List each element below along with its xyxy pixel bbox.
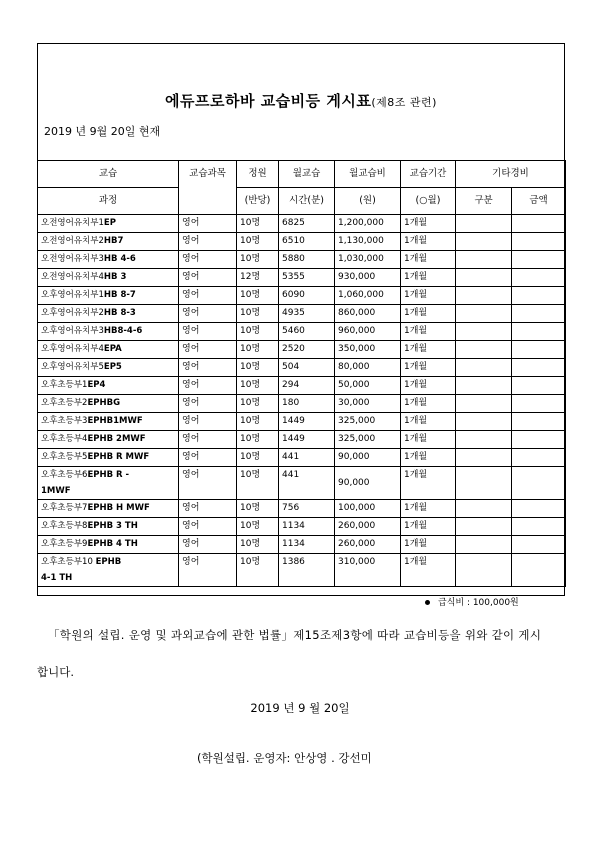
other-type [456,269,512,287]
course-fee: 1,060,000 [335,287,401,305]
course-subject: 영어 [179,233,237,251]
course-capacity: 10명 [237,467,279,500]
course-hours: 1386 [279,554,335,587]
current-date: 2019 년 9월 20일 현재 [44,125,161,138]
course-fee: 100,000 [335,500,401,518]
course-fee: 260,000 [335,536,401,554]
fee-table-body [38,215,566,587]
notice-paragraph: 「학원의 설립. 운영 및 과외교습에 관한 법률」제15조제3항에 따라 교습비등을 위와 같이 게시 [48,628,542,642]
course-period: 1개월 [401,269,456,287]
other-amount [512,377,566,395]
course-fee: 1,130,000 [335,233,401,251]
course-period: 1개월 [401,215,456,233]
other-amount [512,287,566,305]
course-subject: 영어 [179,377,237,395]
course-period: 1개월 [401,467,456,500]
course-hours: 1134 [279,518,335,536]
course-fee: 90,000 [335,449,401,467]
table-row [38,413,566,431]
course-capacity: 10명 [237,536,279,554]
course-capacity: 10명 [237,359,279,377]
course-name: 오후초등부2EPHBG [38,395,179,413]
course-subject: 영어 [179,305,237,323]
notice-paragraph-end: 합니다. [37,665,74,679]
course-capacity: 12명 [237,269,279,287]
other-type [456,377,512,395]
course-capacity: 10명 [237,431,279,449]
signature: (학원설립. 운영자: 안상영 . 강선미 [197,751,372,765]
table-row [38,359,566,377]
course-fee: 310,000 [335,554,401,587]
course-hours: 5460 [279,323,335,341]
course-capacity: 10명 [237,518,279,536]
course-name: 오후초등부3EPHB1MWF [38,413,179,431]
course-hours: 294 [279,377,335,395]
meal-fee-note: 급식비 : 100,000원 [425,595,519,608]
course-capacity: 10명 [237,413,279,431]
course-name: 오전영어유치부2HB7 [38,233,179,251]
header-course: 교습 [38,161,179,188]
other-amount [512,341,566,359]
table-row [38,233,566,251]
other-type [456,554,512,587]
course-fee: 1,200,000 [335,215,401,233]
course-capacity: 10명 [237,395,279,413]
course-name: 오후초등부5EPHB R MWF [38,449,179,467]
fee-table [37,160,566,587]
course-subject: 영어 [179,518,237,536]
course-period: 1개월 [401,305,456,323]
course-fee: 325,000 [335,431,401,449]
other-amount [512,431,566,449]
course-name: 오후영어유치부1HB 8-7 [38,287,179,305]
other-amount [512,554,566,587]
title-sub: (제8조 관련) [371,96,437,109]
course-capacity: 10명 [237,449,279,467]
table-row [38,377,566,395]
table-row [38,269,566,287]
other-type [456,341,512,359]
course-hours: 2520 [279,341,335,359]
course-hours: 441 [279,467,335,500]
other-amount [512,518,566,536]
other-amount [512,500,566,518]
table-row [38,467,566,500]
other-amount [512,251,566,269]
course-capacity: 10명 [237,233,279,251]
other-type [456,536,512,554]
other-amount [512,359,566,377]
course-fee: 1,030,000 [335,251,401,269]
other-amount [512,323,566,341]
course-name: 오후초등부9EPHB 4 TH [38,536,179,554]
header-capacity: 정원 [237,161,279,188]
course-capacity: 10명 [237,287,279,305]
course-capacity: 10명 [237,215,279,233]
course-hours: 504 [279,359,335,377]
other-amount [512,413,566,431]
table-row [38,449,566,467]
other-type [456,449,512,467]
course-subject: 영어 [179,554,237,587]
other-type [456,215,512,233]
other-amount [512,215,566,233]
course-fee: 260,000 [335,518,401,536]
course-capacity: 10명 [237,554,279,587]
table-row [38,518,566,536]
course-fee: 30,000 [335,395,401,413]
course-subject: 영어 [179,215,237,233]
course-hours: 6090 [279,287,335,305]
course-subject: 영어 [179,323,237,341]
sign-date: 2019 년 9 월 20일 [250,701,350,715]
course-period: 1개월 [401,500,456,518]
course-hours: 6510 [279,233,335,251]
course-capacity: 10명 [237,377,279,395]
header-capacity-sub: (반당) [237,188,279,215]
course-capacity: 10명 [237,323,279,341]
course-subject: 영어 [179,359,237,377]
header-fee: 월교습비 [335,161,401,188]
course-period: 1개월 [401,413,456,431]
other-type [456,518,512,536]
header-period: 교습기간 [401,161,456,188]
course-name: 오전영어유치부4HB 3 [38,269,179,287]
course-hours: 1134 [279,536,335,554]
title-main: 에듀프로하바 교습비등 게시표 [165,92,372,110]
course-name: 오후초등부8EPHB 3 TH [38,518,179,536]
course-fee: 930,000 [335,269,401,287]
course-fee: 90,000 [335,467,401,500]
other-type [456,359,512,377]
course-period: 1개월 [401,518,456,536]
other-type [456,305,512,323]
table-row [38,500,566,518]
table-row [38,341,566,359]
course-name: 오전영어유치부3HB 4-6 [38,251,179,269]
course-hours: 756 [279,500,335,518]
course-name: 오후초등부1EP4 [38,377,179,395]
course-period: 1개월 [401,251,456,269]
course-name: 오후영어유치부4EPA [38,341,179,359]
course-subject: 영어 [179,287,237,305]
table-row [38,251,566,269]
course-period: 1개월 [401,233,456,251]
course-hours: 1449 [279,413,335,431]
other-type [456,395,512,413]
other-type [456,413,512,431]
course-hours: 1449 [279,431,335,449]
course-period: 1개월 [401,449,456,467]
other-type [456,467,512,500]
course-fee: 50,000 [335,377,401,395]
course-hours: 6825 [279,215,335,233]
course-capacity: 10명 [237,341,279,359]
other-amount [512,467,566,500]
course-fee: 960,000 [335,323,401,341]
table-row [38,323,566,341]
course-fee: 325,000 [335,413,401,431]
course-subject: 영어 [179,269,237,287]
header-fee-sub: (원) [335,188,401,215]
course-subject: 영어 [179,395,237,413]
course-hours: 4935 [279,305,335,323]
header-other-type: 구분 [456,188,512,215]
course-subject: 영어 [179,341,237,359]
table-row [38,536,566,554]
other-type [456,431,512,449]
course-hours: 441 [279,449,335,467]
course-hours: 5880 [279,251,335,269]
document-title [38,90,564,111]
course-capacity: 10명 [237,305,279,323]
course-subject: 영어 [179,500,237,518]
header-hours: 월교습 [279,161,335,188]
other-type [456,500,512,518]
course-fee: 860,000 [335,305,401,323]
other-type [456,287,512,305]
table-row [38,431,566,449]
table-row [38,305,566,323]
course-subject: 영어 [179,449,237,467]
header-hours-sub: 시간(분) [279,188,335,215]
course-period: 1개월 [401,287,456,305]
course-period: 1개월 [401,377,456,395]
other-amount [512,449,566,467]
header-other-amount: 금액 [512,188,566,215]
course-name: 오전영어유치부1EP [38,215,179,233]
other-amount [512,395,566,413]
course-fee: 350,000 [335,341,401,359]
course-name: 오후영어유치부5EP5 [38,359,179,377]
course-name: 오후초등부4EPHB 2MWF [38,431,179,449]
other-amount [512,233,566,251]
course-fee: 80,000 [335,359,401,377]
other-amount [512,305,566,323]
course-subject: 영어 [179,251,237,269]
course-period: 1개월 [401,341,456,359]
course-name: 오후영어유치부3HB8-4-6 [38,323,179,341]
course-hours: 5355 [279,269,335,287]
table-row [38,554,566,587]
header-course-sub: 과정 [38,188,179,215]
header-period-sub: (○월) [401,188,456,215]
bullet-icon [425,600,430,605]
course-period: 1개월 [401,431,456,449]
course-name: 오후초등부10 EPHB 4-1 TH [38,554,179,587]
other-type [456,323,512,341]
course-period: 1개월 [401,323,456,341]
course-period: 1개월 [401,359,456,377]
course-period: 1개월 [401,395,456,413]
other-amount [512,536,566,554]
other-amount [512,269,566,287]
course-name: 오후초등부6EPHB R - 1MWF [38,467,179,500]
course-subject: 영어 [179,536,237,554]
table-row [38,215,566,233]
other-type [456,251,512,269]
course-hours: 180 [279,395,335,413]
course-capacity: 10명 [237,251,279,269]
course-subject: 영어 [179,467,237,500]
course-name: 오후영어유치부2HB 8-3 [38,305,179,323]
course-subject: 영어 [179,413,237,431]
table-row [38,287,566,305]
course-subject: 영어 [179,431,237,449]
course-name: 오후초등부7EPHB H MWF [38,500,179,518]
course-period: 1개월 [401,536,456,554]
other-type [456,233,512,251]
table-row [38,395,566,413]
header-subject: 교습과목 [179,161,237,215]
header-other: 기타경비 [456,161,566,188]
course-capacity: 10명 [237,500,279,518]
document-frame [37,43,565,596]
course-period: 1개월 [401,554,456,587]
